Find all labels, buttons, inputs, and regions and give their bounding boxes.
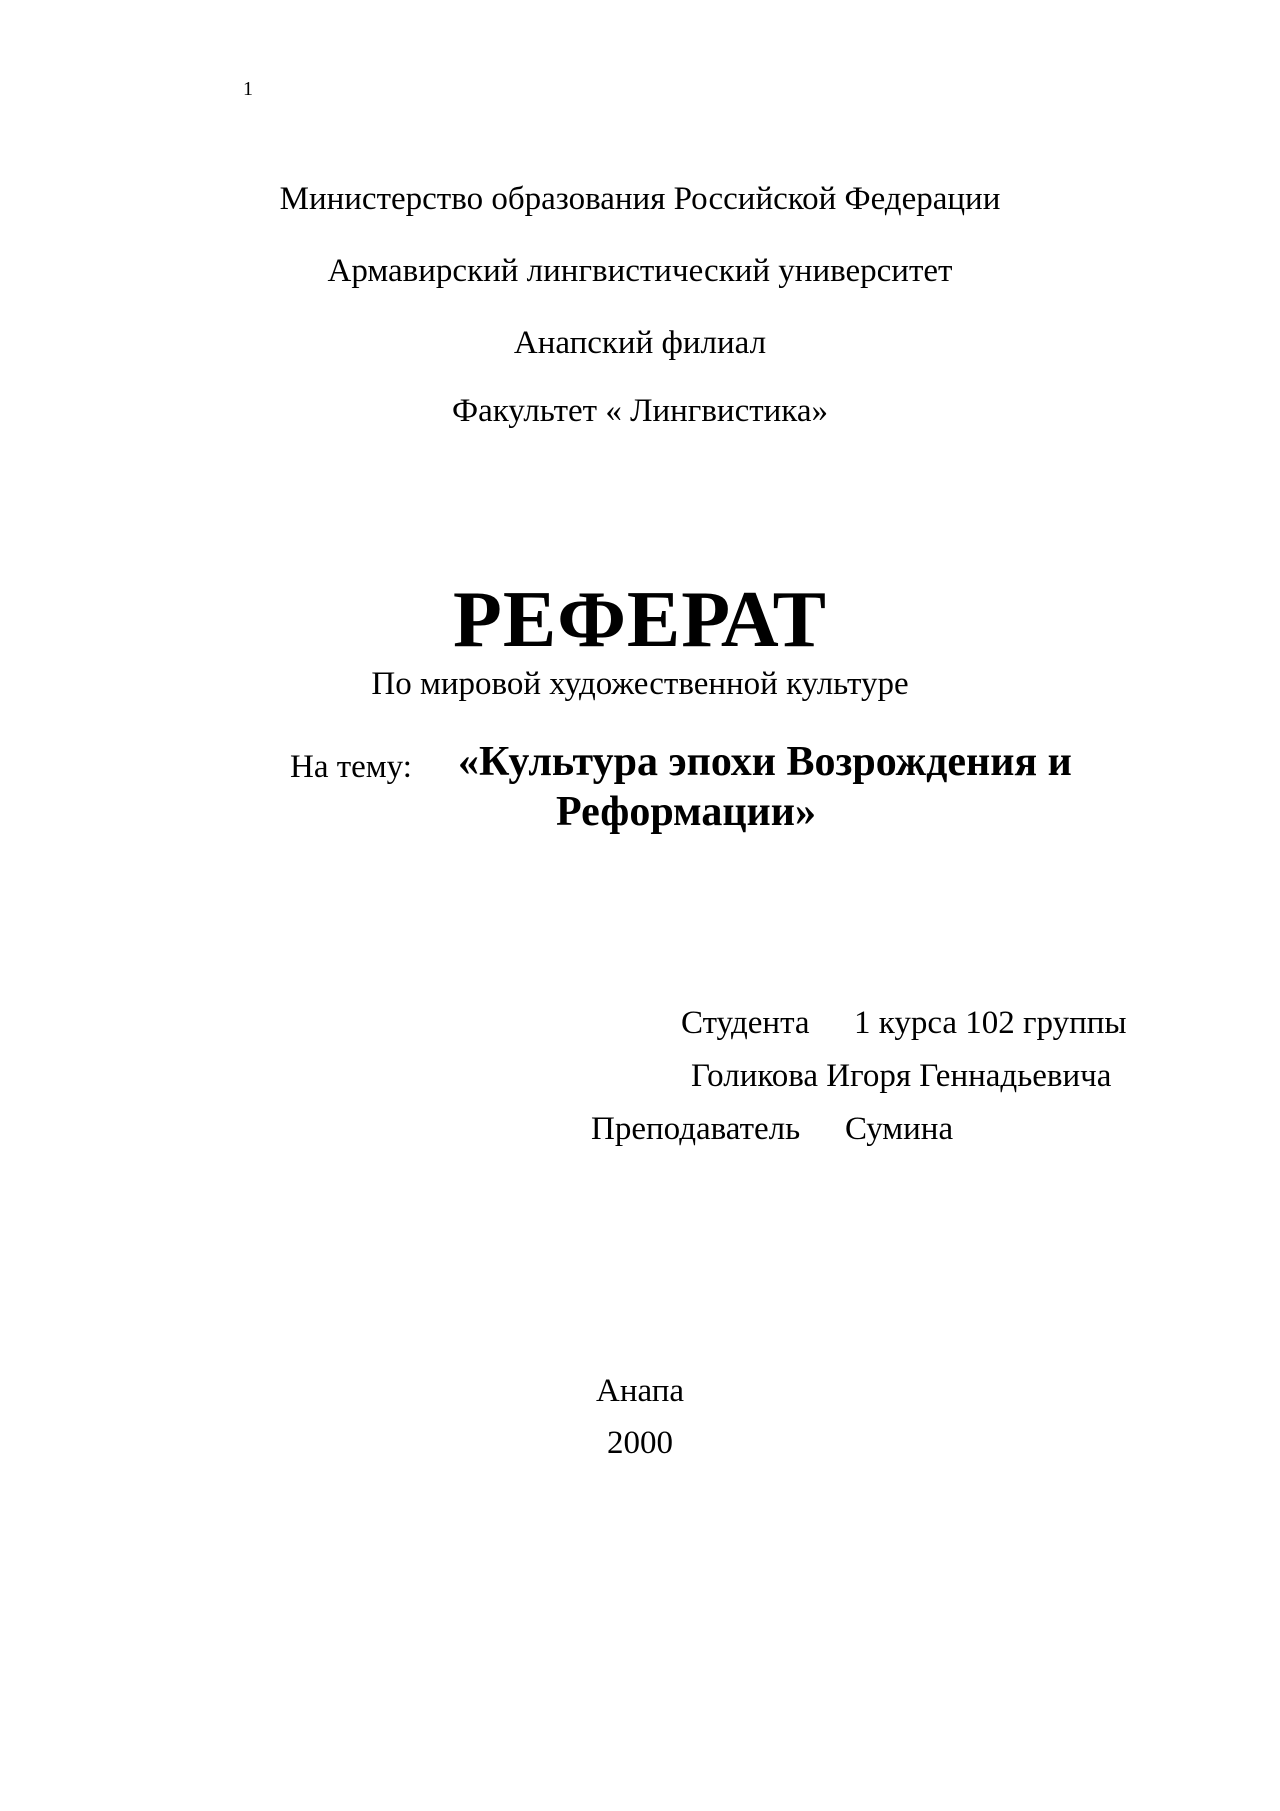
teacher-name: Сумина (845, 1111, 954, 1147)
page-number: 1 (243, 78, 253, 100)
branch-line: Анапский филиал (513, 325, 767, 361)
document-type-heading: РЕФЕРАТ (452, 576, 828, 664)
student-name: Голикова Игоря Геннадьевича (691, 1058, 1112, 1094)
faculty-line: Факультет « Лингвистика» (452, 393, 828, 429)
ministry-line: Министерство образования Российской Федерации (279, 181, 1001, 217)
student-label: Студента (681, 1005, 810, 1041)
topic-title-line-1: «Культура эпохи Возрождения и (458, 739, 1072, 785)
subject-line: По мировой художественной культуре (371, 666, 909, 702)
city-line: Анапа (595, 1373, 684, 1409)
year-line: 2000 (607, 1425, 673, 1461)
university-line: Армавирский лингвистический университет (327, 253, 953, 289)
student-course: 1 курса 102 группы (854, 1005, 1127, 1041)
teacher-label: Преподаватель (591, 1111, 801, 1147)
topic-title-line-2: Реформации» (556, 789, 816, 835)
topic-label: На тему: (290, 749, 412, 785)
